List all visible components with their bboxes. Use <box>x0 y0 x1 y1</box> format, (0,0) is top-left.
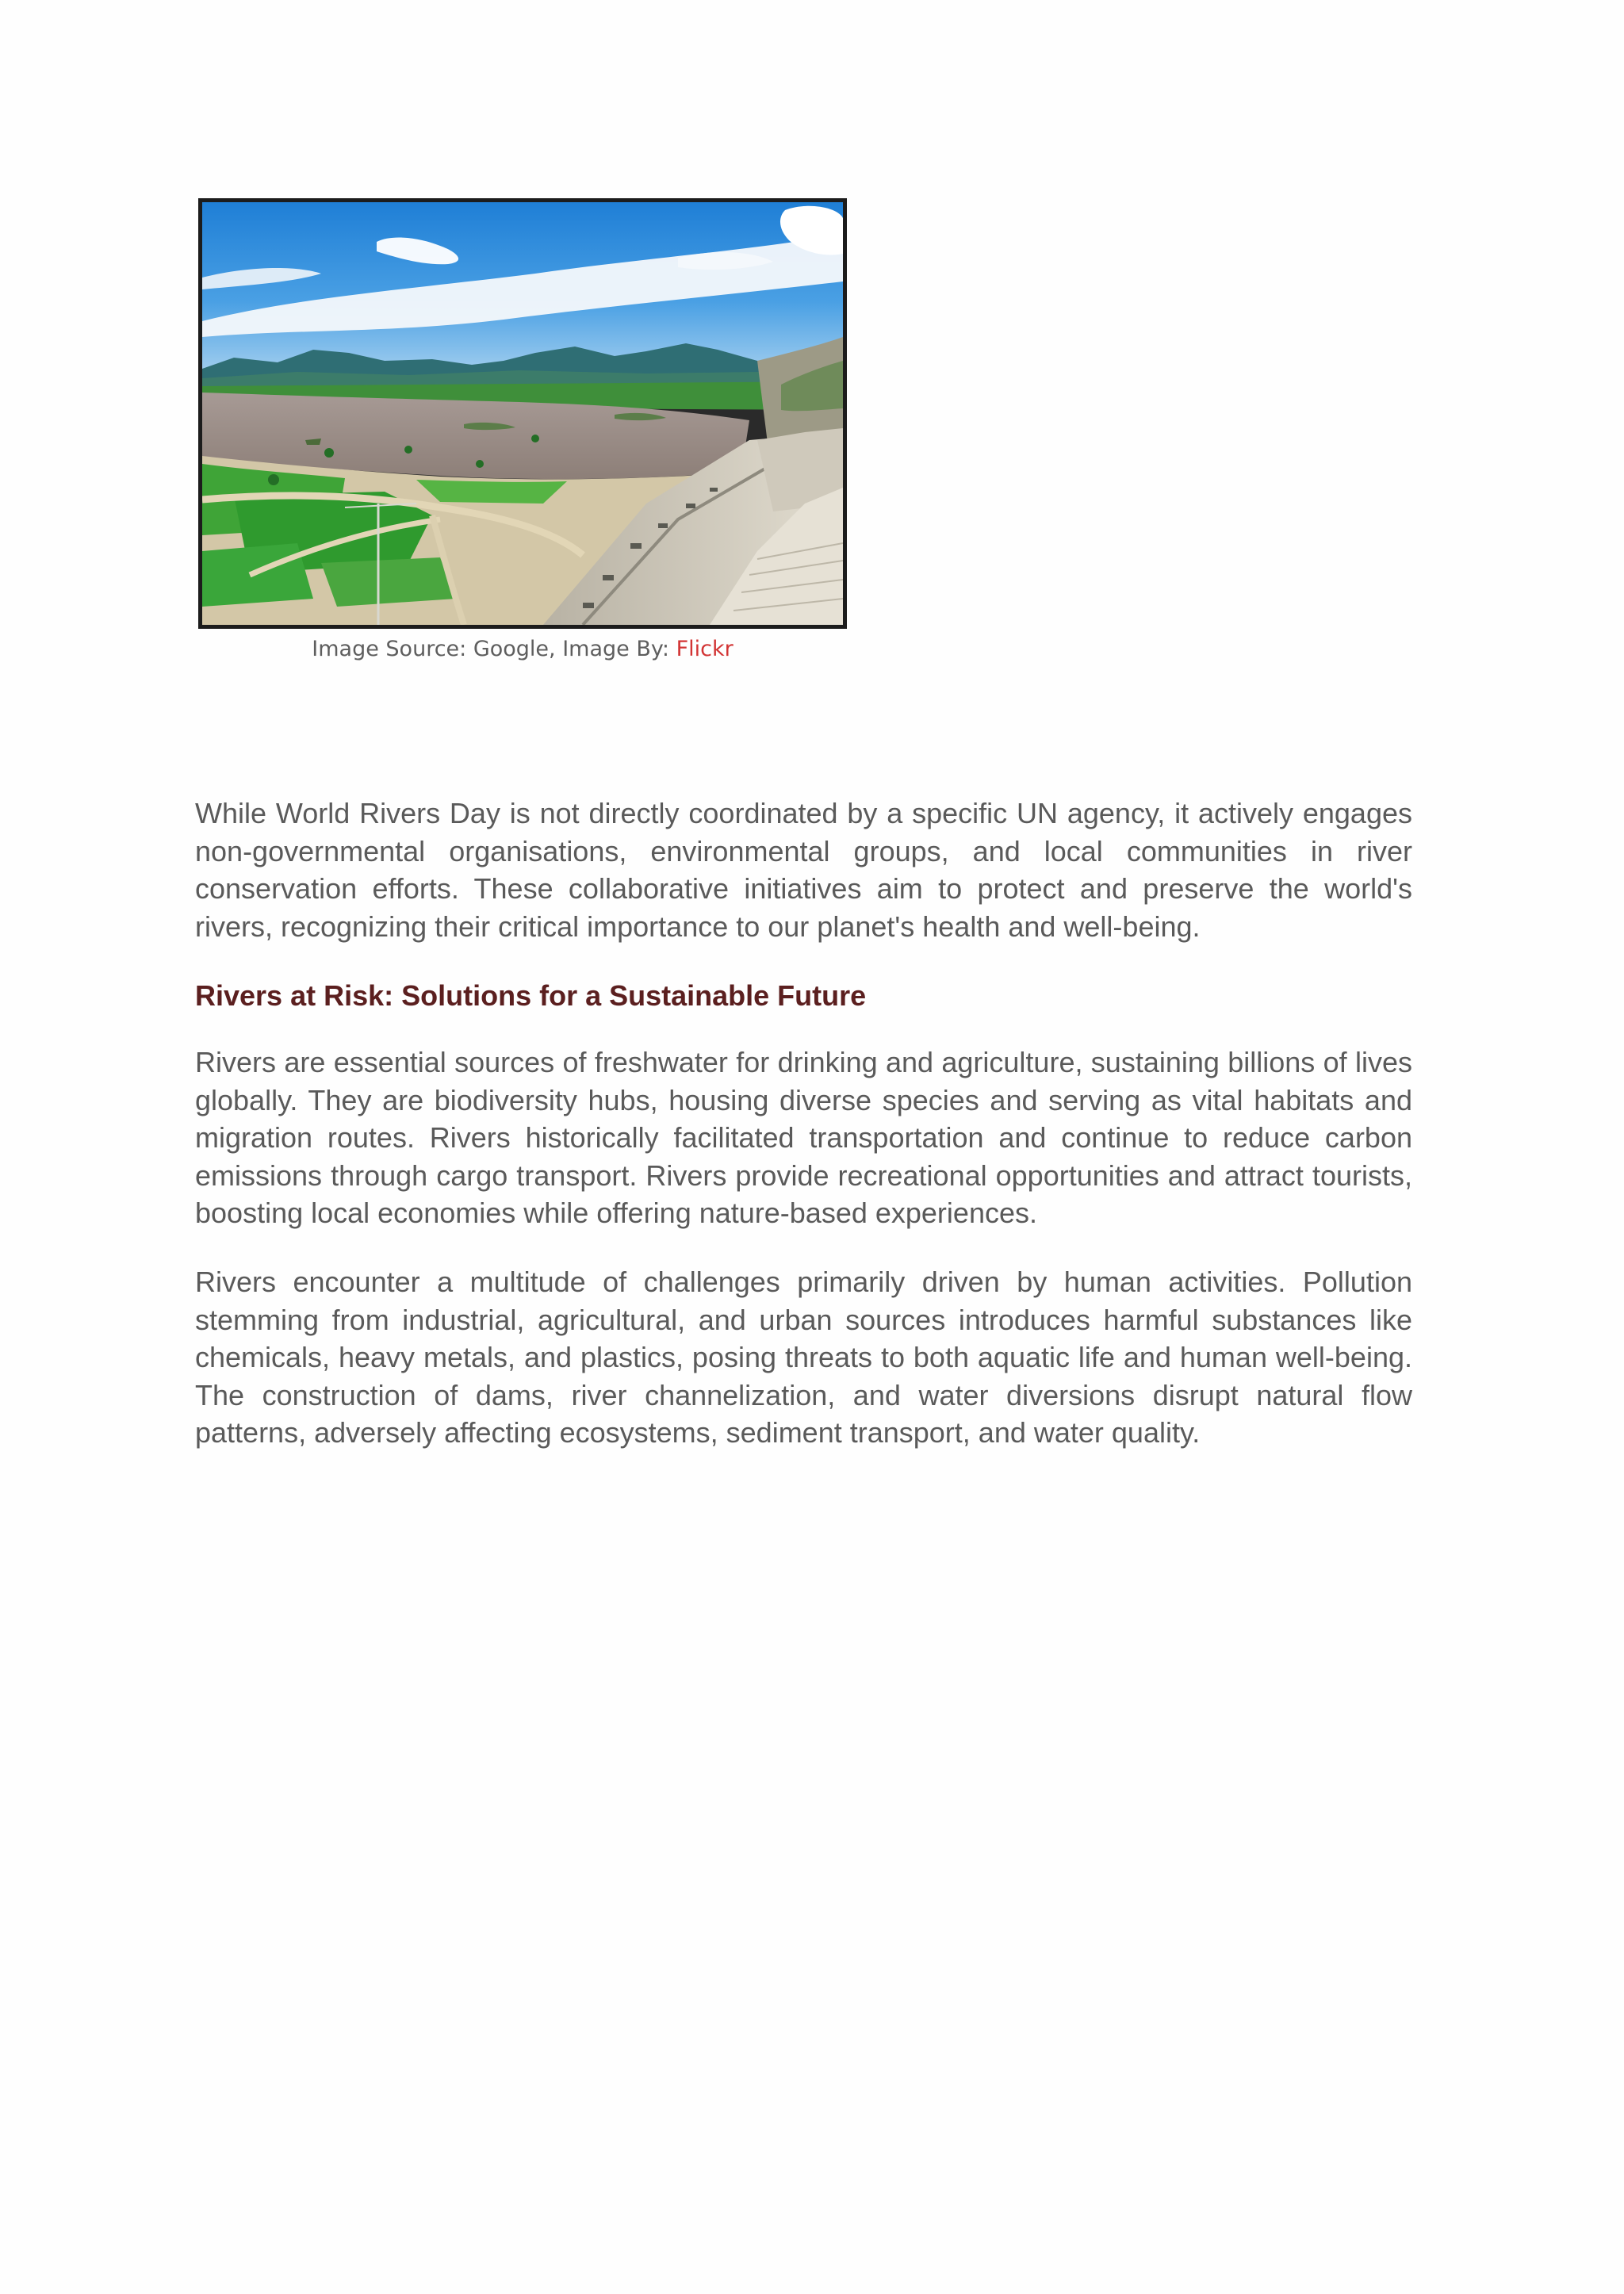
image-caption <box>198 637 847 661</box>
challenges-paragraph: Rivers encounter a multitude of challenges primarily driven by human activities. Pollution stemming from industrial, agricultural, and urban sources introduces harmful substances like chemicals, heavy metals, and plastics, posing threats to both aquatic life and human well-being. The construction of dams, river channelization, and water diversions disrupt natural flow patterns, adversely affecting ecosystems, sediment transport, and water quality. <box>195 1266 1412 1449</box>
river-landscape-image <box>202 202 843 625</box>
section-heading: Rivers at Risk: Solutions for a Sustainable Future <box>195 979 867 1012</box>
river-dam-photo <box>198 198 847 629</box>
flickr-link[interactable]: Flickr <box>676 637 733 661</box>
importance-paragraph: Rivers are essential sources of freshwater for drinking and agriculture, sustaining billions of lives globally. They are biodiversity hubs, housing diverse species and serving as vital habitats and migration routes. Rivers historically facilitated transportation and continue to reduce carbon emissions through cargo transport. Rivers provide recreational opportunities and attract tourists, boosting local economies while offering nature-based experiences. <box>195 1046 1412 1229</box>
caption-source-text: Image Source: Google, Image By: <box>312 637 676 661</box>
intro-paragraph: While World Rivers Day is not directly coordinated by a specific UN agency, it actively engages non-governmental organisations, environmental groups, and local communities in river conservation efforts. These collaborative initiatives aim to protect and preserve the world's rivers, recognizing their critical importance to our planet's health and well-being. <box>195 797 1412 943</box>
